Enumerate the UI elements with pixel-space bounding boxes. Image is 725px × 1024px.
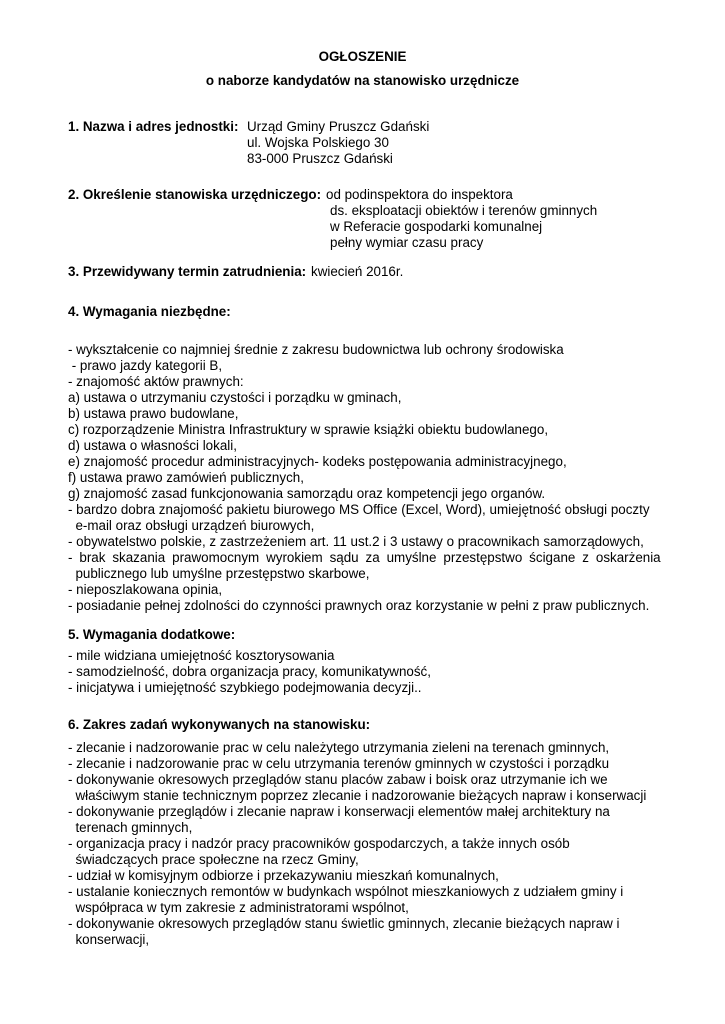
requirement-line: c) rozporządzenie Ministra Infrastruktury w sprawie książki obiektu budowlanego, xyxy=(68,422,549,437)
position-line: pełny wymiar czasu pracy xyxy=(330,235,484,250)
additional-requirement-line: - mile widziana umiejętność kosztorysowania xyxy=(68,648,335,663)
section-6-heading: 6. Zakres zadań wykonywanych na stanowisku: xyxy=(68,717,371,732)
task-line: - udział w komisyjnym odbiorze i przekazywaniu mieszkań komunalnych, xyxy=(68,868,499,883)
requirement-line: - nieposzlakowana opinia, xyxy=(68,582,223,597)
document-subtitle: o naborze kandydatów na stanowisko urzędnicze xyxy=(205,73,520,88)
task-line: - organizacja pracy i nadzór pracy pracowników gospodarczych, a także innych osób xyxy=(68,836,570,851)
requirement-line: g) znajomość zasad funkcjonowania samorządu oraz kompetencji jego organów. xyxy=(68,486,546,501)
task-line: - dokonywanie okresowych przeglądów stanu placów zabaw i boisk oraz utrzymanie ich we xyxy=(68,772,608,787)
position-line: od podinspektora do inspektora xyxy=(326,187,513,202)
section-5-heading: 5. Wymagania dodatkowe: xyxy=(68,627,236,642)
requirement-line: e) znajomość procedur administracyjnych- kodeks postępowania administracyjnego, xyxy=(68,454,567,469)
requirement-line: - wykształcenie co najmniej średnie z zakresu budownictwa lub ochrony środowiska xyxy=(68,342,564,357)
task-line: - ustalanie koniecznych remontów w budynkach wspólnot mieszkaniowych z udziałem gminy i xyxy=(68,884,624,899)
section-1-label: 1. Nazwa i adres jednostki: xyxy=(68,119,239,134)
task-line: właściwym stanie technicznym poprzez zlecanie i nadzorowanie bieżących napraw i konserwacji xyxy=(68,788,647,803)
document-title: OGŁOSZENIE xyxy=(318,49,407,64)
requirement-line: - brak skazania prawomocnym wyrokiem sądu za umyślne przestępstwo ścigane z oskarżenia xyxy=(68,550,661,565)
task-line: - zlecanie i nadzorowanie prac w celu utrzymania terenów gminnych w czystości i porządku xyxy=(68,756,610,771)
requirement-line: - posiadanie pełnej zdolności do czynności prawnych oraz korzystanie w pełni z praw publicznych. xyxy=(68,598,650,613)
task-line: konserwacji, xyxy=(68,932,150,947)
section-4-heading: 4. Wymagania niezbędne: xyxy=(68,304,231,319)
task-line: współpraca w tym zakresie z administratorami wspólnot, xyxy=(68,900,409,915)
unit-street: ul. Wojska Polskiego 30 xyxy=(247,135,389,150)
position-line: ds. eksploatacji obiektów i terenów gminnych xyxy=(330,203,598,218)
requirement-line: - obywatelstwo polskie, z zastrzeżeniem art. 11 ust.2 i 3 ustawy o pracownikach samorządowych, xyxy=(68,534,644,549)
requirement-line: - znajomość aktów prawnych: xyxy=(68,374,244,389)
task-line: świadczących prace społeczne na rzecz Gminy, xyxy=(68,852,359,867)
requirement-line: publicznego lub umyślne przestępstwo skarbowe, xyxy=(68,566,370,581)
task-line: - dokonywanie okresowych przeglądów stanu świetlic gminnych, zlecanie bieżących napraw i xyxy=(68,916,620,931)
requirement-line: b) ustawa prawo budowlane, xyxy=(68,406,239,421)
requirement-line: e-mail oraz obsługi urządzeń biurowych, xyxy=(68,518,315,533)
additional-requirement-line: - inicjatywa i umiejętność szybkiego podejmowania decyzji.. xyxy=(68,680,422,695)
unit-name: Urząd Gminy Pruszcz Gdański xyxy=(247,119,430,134)
requirement-line: a) ustawa o utrzymaniu czystości i porządku w gminach, xyxy=(68,390,402,405)
employment-date: kwiecień 2016r. xyxy=(311,264,404,279)
section-2-label: 2. Określenie stanowiska urzędniczego: xyxy=(68,187,322,202)
task-line: terenach gminnych, xyxy=(68,820,193,835)
position-line: w Referacie gospodarki komunalnej xyxy=(330,219,543,234)
additional-requirement-line: - samodzielność, dobra organizacja pracy, komunikatywność, xyxy=(68,664,431,679)
requirement-line: d) ustawa o własności lokali, xyxy=(68,438,237,453)
requirement-line: - bardzo dobra znajomość pakietu biurowego MS Office (Excel, Word), umiejętność obsługi poczty xyxy=(68,502,650,517)
unit-city: 83-000 Pruszcz Gdański xyxy=(247,151,393,166)
section-3-label: 3. Przewidywany termin zatrudnienia: xyxy=(68,264,307,279)
task-line: - zlecanie i nadzorowanie prac w celu należytego utrzymania zieleni na terenach gminnych, xyxy=(68,740,610,755)
requirement-line: f) ustawa prawo zamówień publicznych, xyxy=(68,470,304,485)
task-line: - dokonywanie przeglądów i zlecanie napraw i konserwacji elementów małej architektury na xyxy=(68,804,610,819)
requirement-line: - prawo jazdy kategorii B, xyxy=(68,358,223,373)
